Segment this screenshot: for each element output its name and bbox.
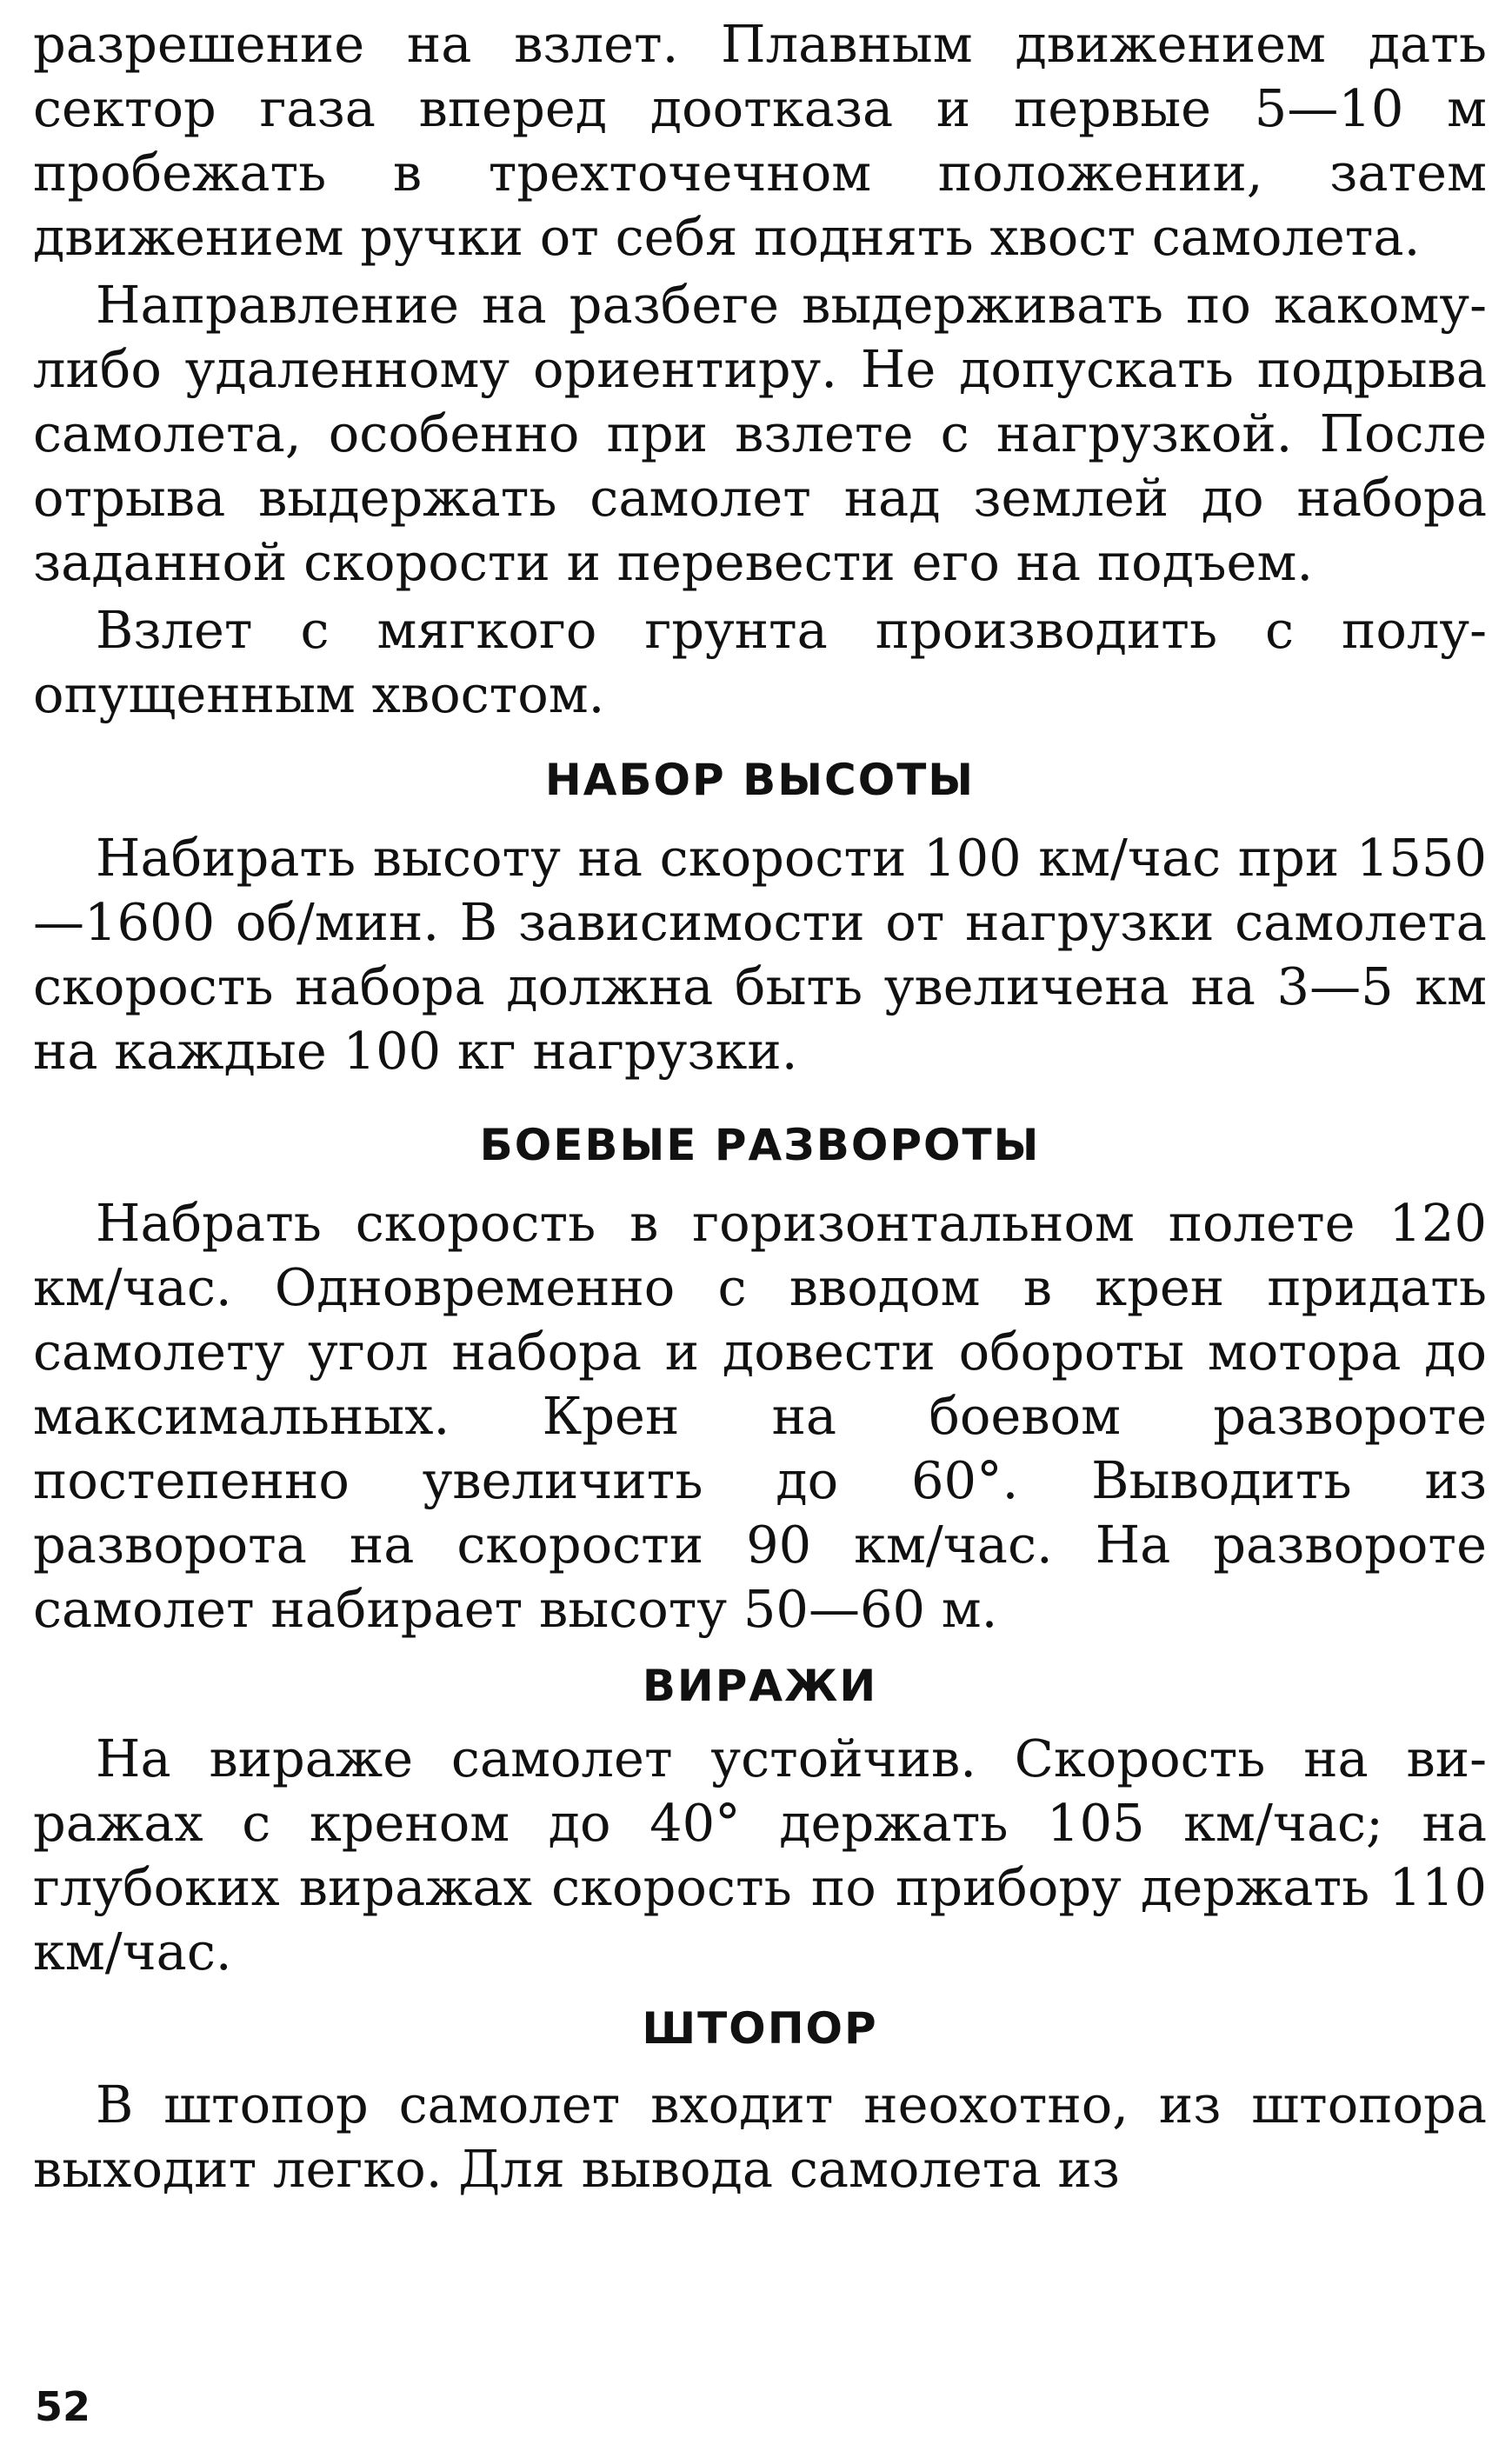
section-text-combat-turns: Набрать скорость в горизонтальном полете 120 км/час. Одновременно с вводом в крен придать самолету угол набора и довести обороты мотора до максимальных. Крен на боевом развороте постепенно увеличить до 60°. Выводить из разворота на скорости 90 км/час. На развороте самолет набирает высоту 50—60 м. [33,1193,1487,1639]
takeoff-paragraph-1: разрешение на взлет. Плавным движением дать сектор газа вперед доотказа и первые 5—10 м пробежать в трехточечном положении, затем движением ручки от себя поднять хвост самолета. [33,14,1487,267]
page-content [33,12,1487,2201]
section-text-climb: Набирать высоту на скорости 100 км/час при 1550—1600 об/мин. В зависимости от нагрузки самолета скорость набора должна быть увеличена на 3—5 км на каждые 100 кг нагрузки. [33,828,1487,1081]
section-text-banks: На вираже самолет устойчив. Скорость на виражах с креном до 40° держать 105 км/час; на глубоких виражах скорость по прибору держать 110 км/час. [33,1728,1487,1981]
section-heading-climb: НАБОР ВЫСОТЫ [544,755,976,805]
section-text-spin: В штопор самолет входит неохотно, из штопора выходит легко. Для вывода самолета из [33,2075,1487,2199]
section-heading-banks: ВИРАЖИ [642,1661,878,1711]
page-number: 52 [35,2383,91,2430]
takeoff-paragraph-2: Направление на разбеге выдерживать по какому-либо удаленному ориентиру. Не допускать подрыва самолета, особенно при взлете с нагрузкой. После отрыва выдержать самолет над землей до набора заданной скорости и перевести его на подъем. [33,275,1487,592]
section-heading-spin: ШТОПОР [642,2003,878,2054]
takeoff-paragraph-3: Взлет с мягкого грунта производить с полуопущенным хвостом. [33,600,1487,724]
section-heading-combat-turns: БОЕВЫЕ РАЗВОРОТЫ [479,1120,1041,1170]
